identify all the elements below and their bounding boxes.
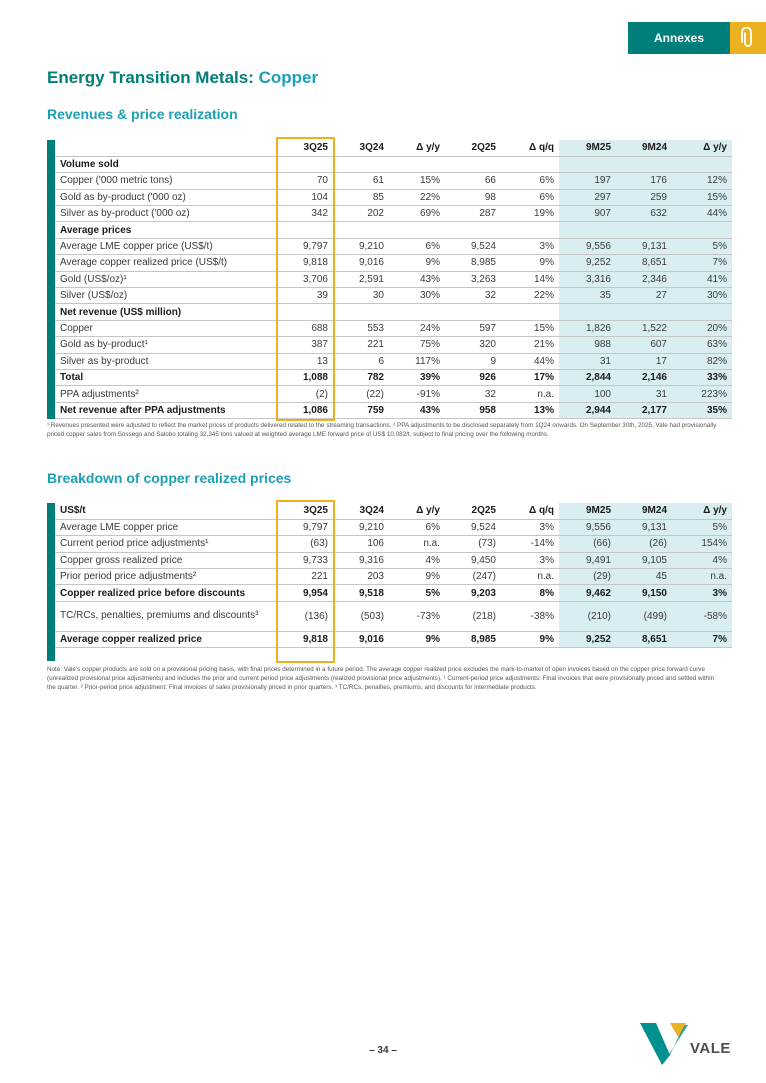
table-cell: 8,651 [616, 255, 672, 271]
table-cell: 27 [616, 288, 672, 304]
table-cell: 9,524 [445, 238, 501, 254]
table-cell: 32 [445, 386, 501, 402]
table-cell: 70 [276, 173, 333, 189]
row-label: Net revenue (US$ million) [55, 304, 276, 320]
table-cell [559, 156, 616, 172]
page-number: – 34 – [369, 1045, 397, 1056]
table-cell: 6% [501, 189, 559, 205]
table-cell: 9,016 [333, 255, 389, 271]
table-cell: -73% [389, 601, 445, 631]
table-cell: 3% [501, 552, 559, 568]
table-cell: 33% [672, 369, 732, 385]
table-cell: (247) [445, 569, 501, 585]
table-cell [389, 304, 445, 320]
table-cell: 9% [501, 631, 559, 647]
paperclip-icon [730, 22, 766, 54]
table-cell: 8,985 [445, 255, 501, 271]
table-row [55, 369, 732, 385]
table-cell: 3% [672, 585, 732, 601]
page-title-main: Energy Transition Metals: [47, 68, 254, 87]
revenues-table-wrapper [47, 140, 732, 419]
column-header: 3Q24 [333, 503, 389, 519]
row-label: Copper [55, 320, 276, 336]
table-row [55, 255, 732, 271]
table-cell: 6 [333, 353, 389, 369]
column-header: 3Q24 [333, 140, 389, 156]
breakdown-table [55, 503, 732, 648]
table-cell: 30% [672, 288, 732, 304]
table-cell: 988 [559, 337, 616, 353]
row-label: Gold (US$/oz)¹ [55, 271, 276, 287]
table-cell: 21% [501, 337, 559, 353]
table-cell: 632 [616, 206, 672, 222]
table-cell: n.a. [501, 569, 559, 585]
section-row [55, 222, 732, 238]
table-cell: 9% [389, 631, 445, 647]
table-cell: 9% [389, 569, 445, 585]
table-cell: 9,797 [276, 519, 333, 535]
table-cell: 35% [672, 402, 732, 418]
table-row [55, 386, 732, 402]
table-cell: 287 [445, 206, 501, 222]
table-row [55, 585, 732, 601]
row-label: Average LME copper price (US$/t) [55, 238, 276, 254]
row-label: Silver as by-product [55, 353, 276, 369]
table-cell [445, 156, 501, 172]
row-label: Silver as by-product ('000 oz) [55, 206, 276, 222]
table-cell: 85 [333, 189, 389, 205]
table-cell: 39% [389, 369, 445, 385]
table-cell [616, 156, 672, 172]
table-cell: 9,203 [445, 585, 501, 601]
table-cell: (2) [276, 386, 333, 402]
table-cell: 7% [672, 255, 732, 271]
table-cell: 82% [672, 353, 732, 369]
table-cell: 31 [616, 386, 672, 402]
table-cell: 2,844 [559, 369, 616, 385]
table-cell: 221 [333, 337, 389, 353]
row-label: Total [55, 369, 276, 385]
table-cell [616, 304, 672, 320]
row-label: Prior period price adjustments² [55, 569, 276, 585]
table-cell: 69% [389, 206, 445, 222]
table-cell: 221 [276, 569, 333, 585]
table-cell: 9,210 [333, 238, 389, 254]
table-cell: 9,131 [616, 519, 672, 535]
table-cell: 14% [501, 271, 559, 287]
table-cell: 9,150 [616, 585, 672, 601]
table-cell [276, 222, 333, 238]
column-header: 9M24 [616, 140, 672, 156]
row-label: Gold as by-product¹ [55, 337, 276, 353]
table-cell: 100 [559, 386, 616, 402]
row-label: PPA adjustments² [55, 386, 276, 402]
table-cell: 9% [389, 255, 445, 271]
table-cell: 607 [616, 337, 672, 353]
table-cell: 2,346 [616, 271, 672, 287]
table-cell: 203 [333, 569, 389, 585]
table-cell: 117% [389, 353, 445, 369]
header-label: US$/t [55, 503, 276, 519]
table-row [55, 320, 732, 336]
table-cell: 15% [672, 189, 732, 205]
section-row [55, 304, 732, 320]
table-cell: 9,131 [616, 238, 672, 254]
annexes-tab: Annexes [628, 22, 730, 54]
table-cell [333, 222, 389, 238]
table-cell: 22% [389, 189, 445, 205]
table-cell: (22) [333, 386, 389, 402]
table-cell: 41% [672, 271, 732, 287]
table-cell: 44% [672, 206, 732, 222]
section-row [55, 156, 732, 172]
row-label: Average copper realized price [55, 631, 276, 647]
column-header: Δ y/y [389, 140, 445, 156]
revenues-table [55, 140, 732, 419]
table-cell: 3,263 [445, 271, 501, 287]
table-cell: 176 [616, 173, 672, 189]
table-cell: 597 [445, 320, 501, 336]
table-accent-bar [47, 140, 55, 419]
table-cell: 9,556 [559, 238, 616, 254]
table-cell: 4% [389, 552, 445, 568]
table-cell: 61 [333, 173, 389, 189]
table-cell [501, 222, 559, 238]
table-cell: 43% [389, 402, 445, 418]
table-cell: 9,954 [276, 585, 333, 601]
table-cell [276, 304, 333, 320]
table-cell: 6% [389, 238, 445, 254]
column-header: 2Q25 [445, 140, 501, 156]
footnote-revenues: ¹ Revenues presented were adjusted to reflect the market prices of products delivered related to the streaming transactions. ² PPA adjustments to be disclosed separately from 1Q24 onwards. On September 30th, 2025, Vale had provisionally priced copper sales from Sossego and Salobo totaling 32,345 tons valued at weighted average LME forward price of US$ 10,082/t, subject to final pricing over the following months. [47, 422, 717, 438]
table-cell: 45 [616, 569, 672, 585]
table-cell: 197 [559, 173, 616, 189]
table-cell: 6% [501, 173, 559, 189]
table-cell: 13 [276, 353, 333, 369]
table-cell: 98 [445, 189, 501, 205]
table-cell: 7% [672, 631, 732, 647]
table-cell: 387 [276, 337, 333, 353]
table-cell: (29) [559, 569, 616, 585]
footnote-breakdown: Note: Vale's copper products are sold on a provisional pricing basis, with final prices determined in a future period. The average copper realized price excludes the mark-to-market of open invoices based on the copper price forward curve (unrealized provisional price adjustments) and includes the prior and current period price adjustments (realized provisional price adjustments). ¹ Current-period price adjustments: Final invoices that were provisionally priced and settled within the quarter. ² Prior-period price adjustment: Final invoices of sales provisionally priced in prior quarters. ³ TC/RCs, penalties, premiums, and discounts for intermediate products. [47, 666, 715, 691]
table-cell: 106 [333, 536, 389, 552]
table-cell: 15% [389, 173, 445, 189]
table-row [55, 601, 732, 631]
table-cell: 8,651 [616, 631, 672, 647]
table-cell: 907 [559, 206, 616, 222]
section-title-revenues: Revenues & price realization [47, 106, 238, 122]
table-row [55, 271, 732, 287]
table-cell: n.a. [389, 536, 445, 552]
table-cell: 1,086 [276, 402, 333, 418]
column-header: 3Q25 [276, 503, 333, 519]
column-header: Δ q/q [501, 140, 559, 156]
table-cell: 5% [389, 585, 445, 601]
table-row [55, 288, 732, 304]
table-cell: 19% [501, 206, 559, 222]
row-label: Copper realized price before discounts [55, 585, 276, 601]
table-cell: 44% [501, 353, 559, 369]
breakdown-table-wrapper [47, 503, 732, 661]
row-label: Silver (US$/oz) [55, 288, 276, 304]
table-cell: 63% [672, 337, 732, 353]
table-row [55, 402, 732, 418]
row-label: Gold as by-product ('000 oz) [55, 189, 276, 205]
table-cell [389, 222, 445, 238]
table-row [55, 173, 732, 189]
table-cell: (503) [333, 601, 389, 631]
column-header: Δ y/y [389, 503, 445, 519]
table-cell: 3,316 [559, 271, 616, 287]
table-cell: 2,591 [333, 271, 389, 287]
table-cell: 2,944 [559, 402, 616, 418]
table-cell: 9% [501, 255, 559, 271]
row-label: Volume sold [55, 156, 276, 172]
column-header: Δ q/q [501, 503, 559, 519]
table-cell: 75% [389, 337, 445, 353]
table-cell: 20% [672, 320, 732, 336]
table-cell [276, 156, 333, 172]
column-header: Δ y/y [672, 140, 732, 156]
table-cell [445, 304, 501, 320]
row-label: Average LME copper price [55, 519, 276, 535]
page-title-accent: Copper [258, 68, 319, 87]
table-cell [333, 304, 389, 320]
table-cell: 154% [672, 536, 732, 552]
table-cell: 5% [672, 519, 732, 535]
table-cell: 32 [445, 288, 501, 304]
table-cell [672, 222, 732, 238]
table-cell: 320 [445, 337, 501, 353]
table-cell: 3,706 [276, 271, 333, 287]
table-row [55, 552, 732, 568]
table-cell [559, 304, 616, 320]
table-cell [559, 222, 616, 238]
table-row [55, 536, 732, 552]
table-cell: (63) [276, 536, 333, 552]
table-cell: 66 [445, 173, 501, 189]
table-accent-bar [47, 503, 55, 661]
table-cell: 15% [501, 320, 559, 336]
table-cell: -58% [672, 601, 732, 631]
table-cell [672, 304, 732, 320]
table-cell: -14% [501, 536, 559, 552]
table-cell: 35 [559, 288, 616, 304]
table-cell: 39 [276, 288, 333, 304]
table-cell: 9,252 [559, 631, 616, 647]
table-cell: 9 [445, 353, 501, 369]
table-cell [616, 222, 672, 238]
vale-logo-icon [640, 1017, 690, 1072]
table-row [55, 337, 732, 353]
table-cell: 12% [672, 173, 732, 189]
table-cell: 8,985 [445, 631, 501, 647]
table-row [55, 631, 732, 647]
table-cell: 9,518 [333, 585, 389, 601]
table-cell: 9,105 [616, 552, 672, 568]
table-row [55, 238, 732, 254]
row-label: Current period price adjustments¹ [55, 536, 276, 552]
table-cell: 202 [333, 206, 389, 222]
table-cell: n.a. [672, 569, 732, 585]
table-cell: 9,462 [559, 585, 616, 601]
table-cell: -38% [501, 601, 559, 631]
table-cell: (26) [616, 536, 672, 552]
table-cell [445, 222, 501, 238]
table-cell: 30% [389, 288, 445, 304]
table-row [55, 189, 732, 205]
table-row [55, 519, 732, 535]
table-cell [333, 156, 389, 172]
table-cell: 17% [501, 369, 559, 385]
table-cell: (499) [616, 601, 672, 631]
table-cell: 688 [276, 320, 333, 336]
table-cell: 31 [559, 353, 616, 369]
table-cell: 5% [672, 238, 732, 254]
table-cell: 3% [501, 238, 559, 254]
table-cell: 9,450 [445, 552, 501, 568]
page-title [47, 68, 318, 88]
table-cell: n.a. [501, 386, 559, 402]
table-cell [672, 156, 732, 172]
table-cell: 759 [333, 402, 389, 418]
row-label: TC/RCs, penalties, premiums and discounts³ [55, 601, 276, 631]
table-cell: 1,826 [559, 320, 616, 336]
table-row [55, 206, 732, 222]
table-cell: 30 [333, 288, 389, 304]
table-cell: (136) [276, 601, 333, 631]
table-cell [501, 304, 559, 320]
table-cell: 104 [276, 189, 333, 205]
table-cell: 9,818 [276, 255, 333, 271]
section-title-breakdown: Breakdown of copper realized prices [47, 470, 292, 486]
table-cell: 9,210 [333, 519, 389, 535]
row-label: Copper gross realized price [55, 552, 276, 568]
table-cell: 9,797 [276, 238, 333, 254]
table-cell: 13% [501, 402, 559, 418]
table-cell: (210) [559, 601, 616, 631]
table-cell: 43% [389, 271, 445, 287]
table-cell: 9,316 [333, 552, 389, 568]
table-cell: 9,818 [276, 631, 333, 647]
row-label: Copper ('000 metric tons) [55, 173, 276, 189]
table-cell: (66) [559, 536, 616, 552]
row-label: Average prices [55, 222, 276, 238]
table-cell: 8% [501, 585, 559, 601]
table-cell: 342 [276, 206, 333, 222]
table-cell: 553 [333, 320, 389, 336]
table-row [55, 353, 732, 369]
table-cell [501, 156, 559, 172]
table-cell: 24% [389, 320, 445, 336]
table-cell: 1,522 [616, 320, 672, 336]
table-cell: (218) [445, 601, 501, 631]
table-cell: 223% [672, 386, 732, 402]
table-cell: 9,556 [559, 519, 616, 535]
table-cell: 9,252 [559, 255, 616, 271]
column-header: 9M25 [559, 140, 616, 156]
table-row [55, 569, 732, 585]
table-cell: 1,088 [276, 369, 333, 385]
table-cell: 17 [616, 353, 672, 369]
table-cell: 9,524 [445, 519, 501, 535]
table-cell: 2,146 [616, 369, 672, 385]
table-cell: 2,177 [616, 402, 672, 418]
column-header: 2Q25 [445, 503, 501, 519]
table-cell: 9,733 [276, 552, 333, 568]
table-cell [389, 156, 445, 172]
column-header: 9M25 [559, 503, 616, 519]
table-cell: 259 [616, 189, 672, 205]
table-cell: (73) [445, 536, 501, 552]
table-cell: 9,491 [559, 552, 616, 568]
table-cell: -91% [389, 386, 445, 402]
header-label [55, 140, 276, 156]
row-label: Net revenue after PPA adjustments [55, 402, 276, 418]
table-cell: 958 [445, 402, 501, 418]
table-cell: 297 [559, 189, 616, 205]
column-header: 9M24 [616, 503, 672, 519]
column-header: 3Q25 [276, 140, 333, 156]
row-label: Average copper realized price (US$/t) [55, 255, 276, 271]
column-header: Δ y/y [672, 503, 732, 519]
vale-logo-text: VALE [690, 1040, 731, 1057]
table-cell: 926 [445, 369, 501, 385]
table-cell: 782 [333, 369, 389, 385]
table-cell: 22% [501, 288, 559, 304]
table-cell: 9,016 [333, 631, 389, 647]
table-cell: 3% [501, 519, 559, 535]
table-cell: 4% [672, 552, 732, 568]
table-cell: 6% [389, 519, 445, 535]
